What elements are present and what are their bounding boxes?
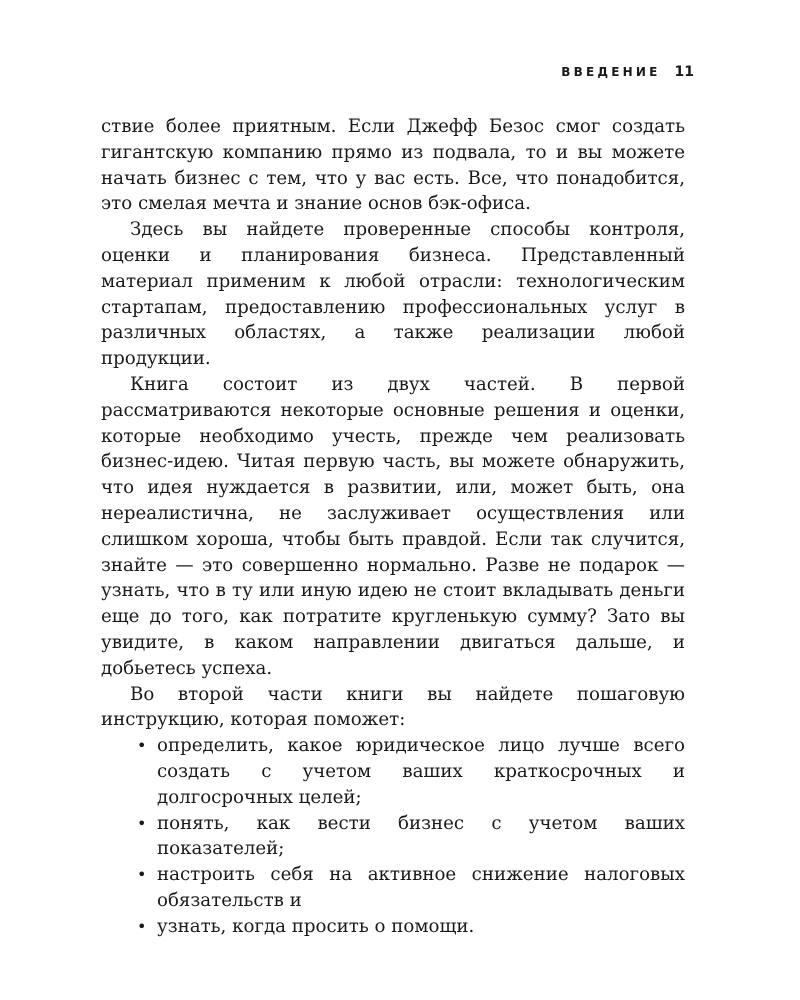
paragraph: Здесь вы найдете проверенные способы контроля, оценки и планирования бизнеса. Представленный материал применим к любой отрасли: технологическим стартапам, предоставлению профессиональных услуг в различных областях, а также реализации любой продукции.	[101, 219, 685, 370]
list-item	[137, 811, 685, 863]
paragraph: Во второй части книги вы найдете пошаговую инструкцию, которая поможет:	[101, 683, 685, 731]
bullet-list	[101, 733, 685, 939]
section-title: ВВЕДЕНИЕ	[561, 65, 661, 79]
running-header	[561, 64, 694, 80]
list-item-text: понять, как вести бизнес с учетом ваших показателей;	[157, 812, 685, 860]
list-item-text: узнать, когда просить о помощи.	[157, 915, 475, 937]
list-item	[137, 862, 685, 914]
bullet-icon: •	[137, 813, 147, 833]
list-item	[137, 914, 685, 940]
bullet-icon: •	[137, 916, 147, 936]
bullet-icon: •	[137, 865, 147, 885]
body-text	[101, 114, 685, 940]
list-item-text: настроить себя на активное снижение налоговых обязательств и	[157, 864, 685, 911]
paragraph: ствие более приятным. Если Джефф Безос смог создать гигантскую компанию прямо из подвала, то и вы можете начать бизнес с тем, что у вас есть. Все, что понадобится, это смелая мечта и знание основ бэк-офиса.	[101, 116, 685, 215]
list-item	[137, 733, 685, 810]
page-number: 11	[674, 64, 694, 80]
paragraph: Книга состоит из двух частей. В первой рассматриваются некоторые основные решения и оценки, которые необходимо учесть, прежде чем реализовать бизнес-идею. Читая первую часть, вы можете обнаружить, что идея нуждается в развитии, или, может быть, она нереалистична, не заслуживает осуществления или слишком хороша, чтобы быть правдой. Если так случится, знайте — это совершенно нормально. Разве не подарок — узнать, что в ту или иную идею не стоит вкладывать деньги еще до того, как потратите кругленькую сумму? Зато вы увидите, в каком направлении двигаться дальше, и добьетесь успеха.	[101, 373, 685, 679]
list-item-text: определить, какое юридическое лицо лучше всего создать с учетом ваших краткосрочных и долгосрочных целей;	[157, 735, 685, 808]
bullet-icon: •	[137, 736, 147, 756]
